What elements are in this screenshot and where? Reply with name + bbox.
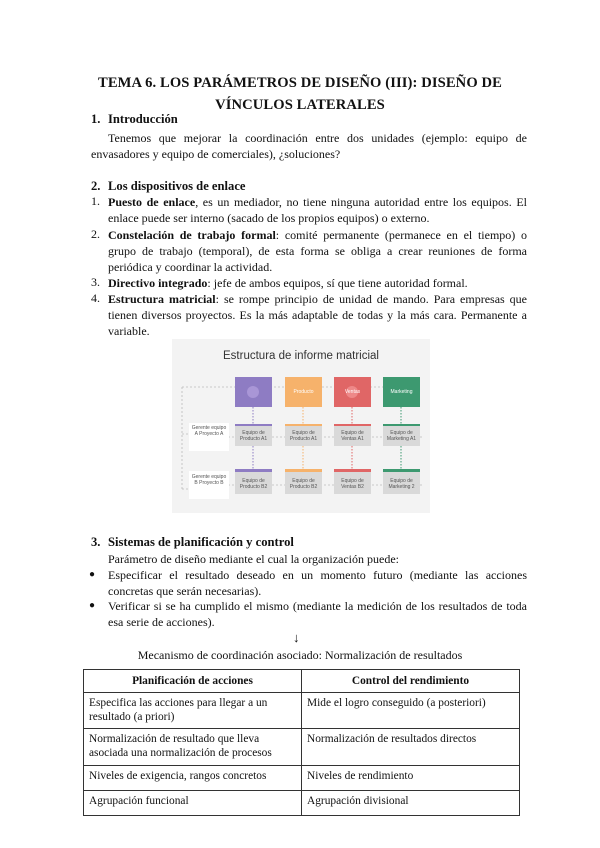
table-row: [84, 766, 520, 791]
list-item: [108, 194, 527, 226]
table-row: [84, 791, 520, 816]
page-title: TEMA 6. LOS PARÁMETROS DE DISEÑO (III): DISEÑO DE VÍNCULOS LATERALES: [98, 75, 502, 113]
list-item-number: 1.: [91, 194, 100, 208]
list-item-number: 3.: [91, 275, 100, 289]
section-3-number: 3.: [91, 535, 101, 549]
table-cell: Agrupación funcional: [84, 791, 302, 816]
figure-title: Estructura de informe matricial: [223, 350, 379, 362]
section-1-number: 1.: [91, 112, 101, 126]
figure-cell: Equipo de Ventas A1: [341, 430, 364, 442]
figure-manager-b: Gerente equipo B Proyecto B: [191, 474, 227, 486]
list-item-term: Constelación de trabajo formal: [108, 228, 276, 242]
table-header: Planificación de acciones: [84, 670, 302, 693]
table-row: [84, 693, 520, 729]
section-3-intro: Parámetro de diseño mediante el cual la organización puede:: [108, 552, 399, 566]
bullet-icon: ●: [89, 600, 96, 611]
list-item: [108, 275, 527, 291]
table-cell: Agrupación divisional: [302, 791, 520, 816]
figure-header-marketing: Marketing: [390, 389, 413, 395]
figure-cell: Equipo de Marketing 2: [388, 478, 415, 490]
table-cell: Normalización de resultado que lleva asociada una normalización de procesos: [84, 729, 302, 766]
list-item-term: Puesto de enlace: [108, 195, 196, 209]
figure-cell: Equipo de Marketing A1: [386, 430, 417, 442]
figure-header-product: Producto: [293, 389, 314, 395]
list-item-number: 4.: [91, 291, 100, 305]
table-cell: Mide el logro conseguido (a posteriori): [302, 693, 520, 729]
figure-cell: Equipo de Producto A1: [239, 430, 268, 442]
section-1-heading: Introducción: [108, 112, 178, 126]
figure-cell: Equipo de Producto B2: [239, 478, 268, 490]
list-item-text: : comité permanente (permanece en el tiempo) o grupo de trabajo (temporal), de esta forma se obliga a crear reuniones de forma periódica y coordinar la actividad.: [108, 228, 527, 274]
table-cell: Niveles de rendimiento: [302, 766, 520, 791]
comparison-table: [83, 669, 520, 816]
section-2-heading: Los dispositivos de enlace: [108, 179, 246, 193]
figure-header-sales: Ventas: [344, 389, 361, 395]
list-item-text: : se rompe principio de unidad de mando. Para empresas que tienen diversos proyectos. Es la más adaptable de todas y la más cara. Permanente a variable.: [108, 292, 527, 338]
list-item-term: Directivo integrado: [108, 276, 208, 290]
bullet-icon: ●: [89, 569, 96, 580]
table-header: Control del rendimiento: [302, 670, 520, 693]
down-arrow-icon: ↓: [293, 630, 300, 645]
figure-cell: Equipo de Ventas B2: [341, 478, 364, 490]
table-cell: Niveles de exigencia, rangos concretos: [84, 766, 302, 791]
table-cell: Especifica las acciones para llegar a un resultado (a priori): [84, 693, 302, 729]
bullet-item: Verificar si se ha cumplido el mismo (mediante la medición de los resultados de toda esa serie de acciones).: [108, 599, 527, 629]
list-item-term: Estructura matricial: [108, 292, 216, 306]
table-row: [84, 729, 520, 766]
matrix-structure-figure: [172, 339, 430, 513]
section-2-number: 2.: [91, 179, 101, 193]
table-header-row: [84, 670, 520, 693]
list-item-text: : jefe de ambos equipos, sí que tiene autoridad formal.: [207, 276, 468, 290]
list-item: [108, 291, 527, 339]
table-cell: Normalización de resultados directos: [302, 729, 520, 766]
section-3-heading: Sistemas de planificación y control: [108, 535, 294, 549]
list-item-number: 2.: [91, 227, 100, 241]
figure-manager-a: Gerente equipo A Proyecto A: [191, 425, 227, 437]
coordination-mechanism: Mecanismo de coordinación asociado: Normalización de resultados: [137, 648, 463, 662]
figure-cell: Equipo de Producto A1: [289, 430, 318, 442]
figure-cell: Equipo de Producto B2: [289, 478, 318, 490]
list-item: [108, 227, 527, 275]
bullet-item: Especificar el resultado deseado en un momento futuro (mediante las acciones concretas que serán necesarias).: [108, 568, 527, 598]
list-item-text: , es un mediador, no tiene ninguna autoridad entre los equipos. El enlace puede ser interno (sacado de los propios equipos) o externo.: [108, 195, 528, 225]
section-1-text: Tenemos que mejorar la coordinación entre dos unidades (ejemplo: equipo de envasadores y equipo de comerciales), ¿soluciones?: [91, 131, 527, 161]
